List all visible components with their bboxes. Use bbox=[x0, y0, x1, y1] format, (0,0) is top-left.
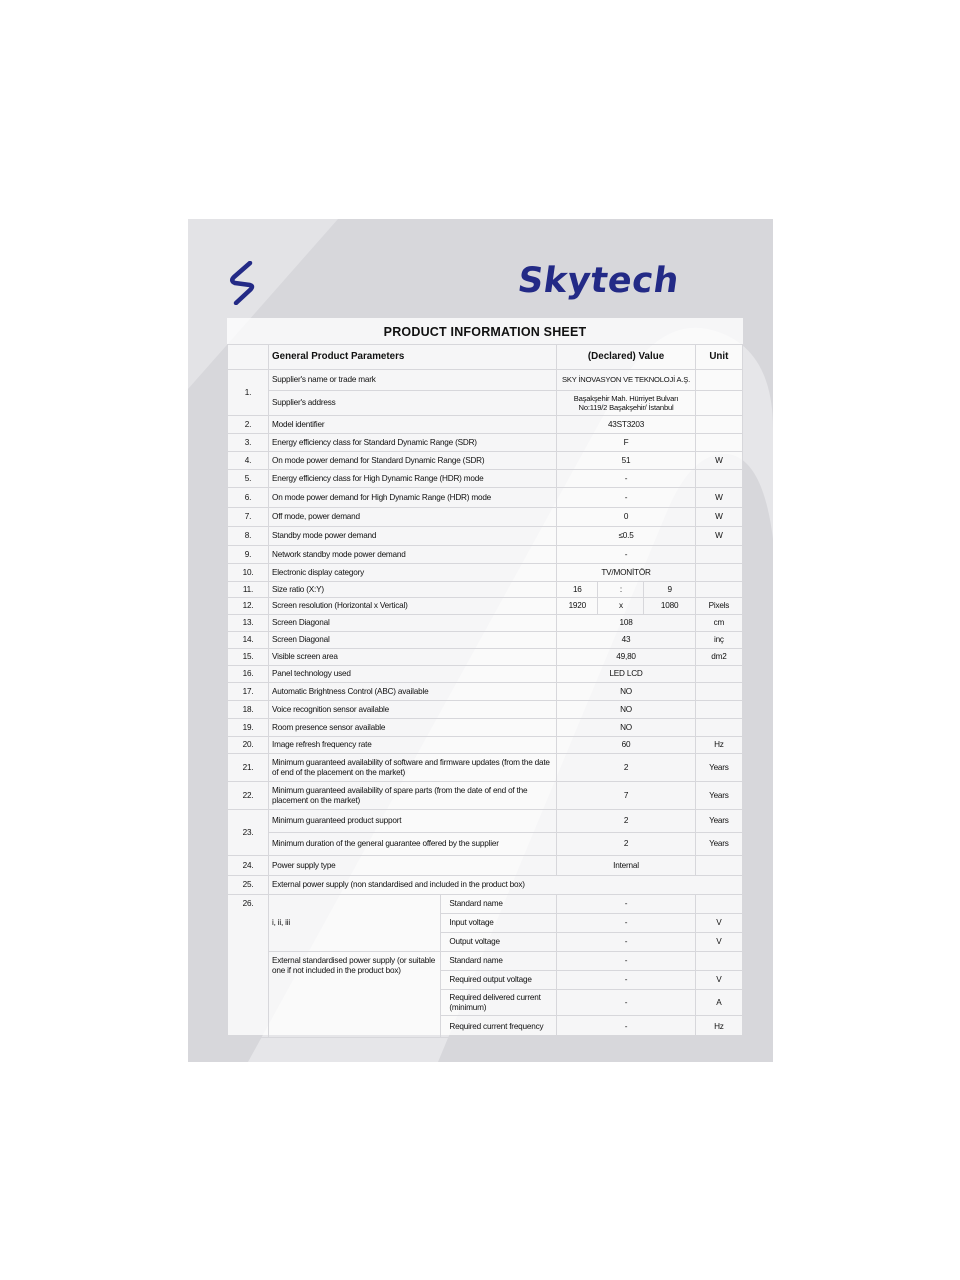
param-unit bbox=[695, 564, 742, 582]
param-label: Panel technology used bbox=[269, 666, 557, 683]
row-number: 19. bbox=[228, 719, 269, 737]
row-number: 22. bbox=[228, 782, 269, 810]
param-value: NO bbox=[557, 683, 696, 701]
sub-param-value: - bbox=[557, 990, 696, 1016]
sub-param-unit: Hz bbox=[695, 1016, 742, 1038]
param-value: SKY İNOVASYON VE TEKNOLOJİ A.Ş. bbox=[557, 370, 696, 391]
sub-param-value: - bbox=[557, 895, 696, 914]
resolution-h-value: 1920 bbox=[557, 598, 598, 615]
row-number: 12. bbox=[228, 598, 269, 615]
param-label: Off mode, power demand bbox=[269, 508, 557, 527]
param-value: 43ST3203 bbox=[557, 416, 696, 434]
table-row bbox=[228, 856, 743, 876]
param-unit bbox=[695, 666, 742, 683]
param-label: Electronic display category bbox=[269, 564, 557, 582]
param-label: Image refresh frequency rate bbox=[269, 737, 557, 754]
param-label: Energy efficiency class for Standard Dynamic Range (SDR) bbox=[269, 434, 557, 452]
sub-param-value: - bbox=[557, 1016, 696, 1038]
header-unit: Unit bbox=[695, 345, 742, 370]
param-unit bbox=[695, 683, 742, 701]
row-number: 21. bbox=[228, 754, 269, 782]
param-label: Minimum duration of the general guarantee offered by the supplier bbox=[269, 833, 557, 856]
row-number: 8. bbox=[228, 527, 269, 546]
row-number: 20. bbox=[228, 737, 269, 754]
param-value: 108 bbox=[557, 615, 696, 632]
sub-param-label: Standard name bbox=[441, 952, 557, 971]
ratio-separator: : bbox=[598, 582, 644, 598]
param-label: On mode power demand for High Dynamic Range (HDR) mode bbox=[269, 488, 557, 508]
param-value: - bbox=[557, 470, 696, 488]
param-label: Standby mode power demand bbox=[269, 527, 557, 546]
table-row bbox=[228, 434, 743, 452]
ratio-x-value: 16 bbox=[557, 582, 598, 598]
row-number: 4. bbox=[228, 452, 269, 470]
table-row bbox=[228, 582, 743, 598]
brand-wordmark: Skytech bbox=[515, 261, 682, 301]
param-unit: Years bbox=[695, 782, 742, 810]
param-unit bbox=[695, 416, 742, 434]
table-row bbox=[228, 488, 743, 508]
row-number: 26. bbox=[228, 895, 269, 1038]
param-label: Minimum guaranteed product support bbox=[269, 810, 557, 833]
sub-param-label: Required delivered current (minimum) bbox=[441, 990, 557, 1016]
resolution-separator: x bbox=[598, 598, 644, 615]
param-unit: W bbox=[695, 508, 742, 527]
row-number: 7. bbox=[228, 508, 269, 527]
row-number: 15. bbox=[228, 649, 269, 666]
sub-param-value: - bbox=[557, 914, 696, 933]
row-number: 23. bbox=[228, 810, 269, 856]
skytech-logo-icon bbox=[226, 261, 264, 305]
param-value: 2 bbox=[557, 833, 696, 856]
sub-param-label: Output voltage bbox=[441, 933, 557, 952]
table-row bbox=[228, 391, 743, 416]
row-number: 18. bbox=[228, 701, 269, 719]
param-unit bbox=[695, 434, 742, 452]
row-number: 25. bbox=[228, 876, 269, 895]
table-row bbox=[228, 719, 743, 737]
param-label: External power supply (non standardised and included in the product box) bbox=[269, 876, 743, 895]
param-unit: W bbox=[695, 452, 742, 470]
table-row bbox=[228, 508, 743, 527]
table-wrap bbox=[227, 344, 743, 1038]
table-row bbox=[228, 564, 743, 582]
table-row bbox=[228, 527, 743, 546]
param-unit: Hz bbox=[695, 737, 742, 754]
param-value: - bbox=[557, 546, 696, 564]
table-row bbox=[228, 876, 743, 895]
param-value: Başakşehir Mah. Hürriyet Bulvarı No:119/2 Başakşehir/ İstanbul bbox=[557, 391, 696, 416]
param-unit: Years bbox=[695, 833, 742, 856]
param-unit: Pixels bbox=[695, 598, 742, 615]
sub-param-label: Required output voltage bbox=[441, 971, 557, 990]
param-value: 51 bbox=[557, 452, 696, 470]
row-number: 10. bbox=[228, 564, 269, 582]
param-unit: Years bbox=[695, 754, 742, 782]
table-row bbox=[228, 952, 743, 971]
header-no bbox=[228, 345, 269, 370]
sub-group-label: i, ii, iii bbox=[269, 895, 441, 952]
row-number: 13. bbox=[228, 615, 269, 632]
param-value: 0 bbox=[557, 508, 696, 527]
table-row bbox=[228, 810, 743, 833]
param-value: 43 bbox=[557, 632, 696, 649]
param-value: NO bbox=[557, 701, 696, 719]
param-value: LED LCD bbox=[557, 666, 696, 683]
param-value: Internal bbox=[557, 856, 696, 876]
table-row bbox=[228, 701, 743, 719]
param-label: Minimum guaranteed availability of spare parts (from the date of end of the placement on the market) bbox=[269, 782, 557, 810]
table-row bbox=[228, 666, 743, 683]
table-row bbox=[228, 632, 743, 649]
sub-param-value: - bbox=[557, 933, 696, 952]
param-value: 2 bbox=[557, 810, 696, 833]
param-unit: inç bbox=[695, 632, 742, 649]
table-row bbox=[228, 683, 743, 701]
table-row bbox=[228, 754, 743, 782]
param-value: TV/MONİTÖR bbox=[557, 564, 696, 582]
table-row bbox=[228, 615, 743, 632]
row-number: 1. bbox=[228, 370, 269, 416]
param-label: Energy efficiency class for High Dynamic Range (HDR) mode bbox=[269, 470, 557, 488]
row-number: 16. bbox=[228, 666, 269, 683]
sub-param-label: Required current frequency bbox=[441, 1016, 557, 1038]
param-label: Supplier's address bbox=[269, 391, 557, 416]
row-number: 11. bbox=[228, 582, 269, 598]
param-label: Screen Diagonal bbox=[269, 632, 557, 649]
table-row bbox=[228, 737, 743, 754]
param-unit bbox=[695, 582, 742, 598]
sub-param-unit bbox=[695, 952, 742, 971]
param-value: F bbox=[557, 434, 696, 452]
sub-param-value: - bbox=[557, 952, 696, 971]
sheet-title: PRODUCT INFORMATION SHEET bbox=[383, 325, 587, 339]
table-row bbox=[228, 895, 743, 914]
param-unit bbox=[695, 546, 742, 564]
table-row bbox=[228, 370, 743, 391]
sub-param-unit: V bbox=[695, 914, 742, 933]
param-label: Power supply type bbox=[269, 856, 557, 876]
spec-table bbox=[227, 344, 743, 1038]
table-row bbox=[228, 452, 743, 470]
param-value: NO bbox=[557, 719, 696, 737]
param-value: 7 bbox=[557, 782, 696, 810]
param-label: Automatic Brightness Control (ABC) available bbox=[269, 683, 557, 701]
param-unit: cm bbox=[695, 615, 742, 632]
sub-param-label: Input voltage bbox=[441, 914, 557, 933]
param-label: Minimum guaranteed availability of software and firmware updates (from the date of end of the placement on the market) bbox=[269, 754, 557, 782]
param-unit bbox=[695, 370, 742, 391]
info-card bbox=[227, 318, 743, 1035]
param-unit bbox=[695, 719, 742, 737]
row-number: 3. bbox=[228, 434, 269, 452]
param-label: Screen resolution (Horizontal x Vertical) bbox=[269, 598, 557, 615]
param-unit bbox=[695, 470, 742, 488]
resolution-v-value: 1080 bbox=[644, 598, 695, 615]
param-label: Visible screen area bbox=[269, 649, 557, 666]
table-row bbox=[228, 598, 743, 615]
ratio-y-value: 9 bbox=[644, 582, 695, 598]
param-label: Supplier's name or trade mark bbox=[269, 370, 557, 391]
param-unit bbox=[695, 701, 742, 719]
table-row bbox=[228, 416, 743, 434]
param-label: Model identifier bbox=[269, 416, 557, 434]
table-header-row bbox=[228, 345, 743, 370]
sub-param-unit: V bbox=[695, 933, 742, 952]
row-number: 5. bbox=[228, 470, 269, 488]
sub-param-value: - bbox=[557, 971, 696, 990]
param-unit: Years bbox=[695, 810, 742, 833]
param-unit: W bbox=[695, 488, 742, 508]
param-value: ≤0.5 bbox=[557, 527, 696, 546]
row-number: 9. bbox=[228, 546, 269, 564]
row-number: 17. bbox=[228, 683, 269, 701]
param-label: On mode power demand for Standard Dynamic Range (SDR) bbox=[269, 452, 557, 470]
table-row bbox=[228, 546, 743, 564]
table-row bbox=[228, 782, 743, 810]
param-unit bbox=[695, 856, 742, 876]
param-value: - bbox=[557, 488, 696, 508]
header-parameters: General Product Parameters bbox=[269, 345, 557, 370]
param-unit: dm2 bbox=[695, 649, 742, 666]
param-unit: W bbox=[695, 527, 742, 546]
sub-param-unit bbox=[695, 895, 742, 914]
product-sheet bbox=[188, 219, 773, 1062]
table-row bbox=[228, 833, 743, 856]
param-label: Room presence sensor available bbox=[269, 719, 557, 737]
sub-param-label: Standard name bbox=[441, 895, 557, 914]
sub-param-unit: V bbox=[695, 971, 742, 990]
param-label: Size ratio (X:Y) bbox=[269, 582, 557, 598]
row-number: 2. bbox=[228, 416, 269, 434]
sub-group-label: External standardised power supply (or suitable one if not included in the product box) bbox=[269, 952, 441, 1038]
param-label: Screen Diagonal bbox=[269, 615, 557, 632]
table-row bbox=[228, 470, 743, 488]
param-value: 2 bbox=[557, 754, 696, 782]
table-row bbox=[228, 649, 743, 666]
param-value: 60 bbox=[557, 737, 696, 754]
row-number: 14. bbox=[228, 632, 269, 649]
param-label: Network standby mode power demand bbox=[269, 546, 557, 564]
param-value: 49,80 bbox=[557, 649, 696, 666]
sub-param-unit: A bbox=[695, 990, 742, 1016]
param-label: Voice recognition sensor available bbox=[269, 701, 557, 719]
header-value: (Declared) Value bbox=[557, 345, 696, 370]
row-number: 6. bbox=[228, 488, 269, 508]
row-number: 24. bbox=[228, 856, 269, 876]
param-unit bbox=[695, 391, 742, 416]
